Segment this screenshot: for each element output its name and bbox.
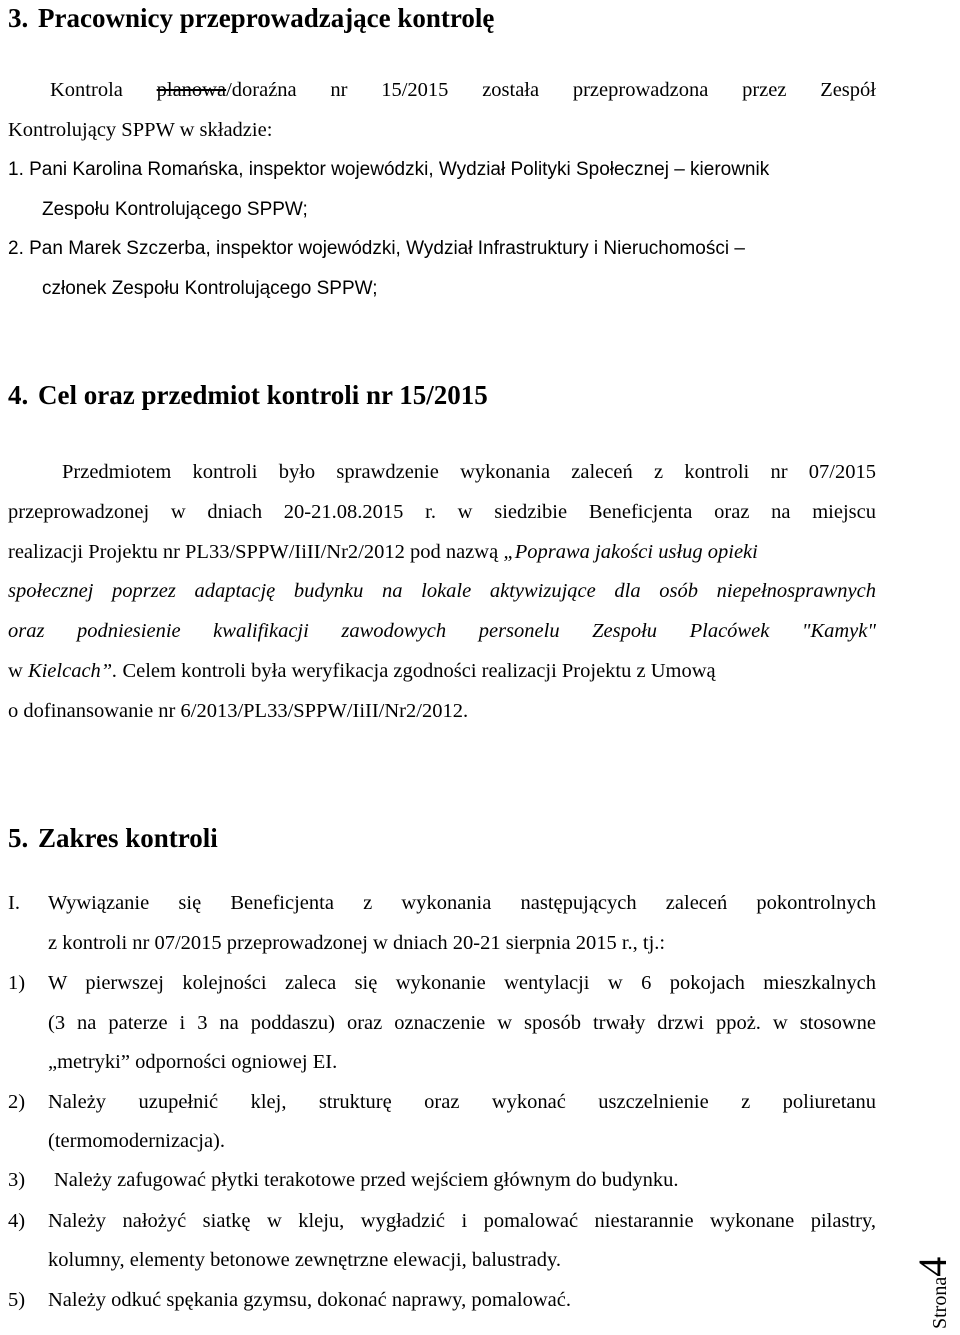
member-2-line-1: 2. Pan Marek Szczerba, inspektor wojewódzki, Wydział Infrastruktury i Nieruchomości – — [8, 238, 745, 259]
section-5-heading — [8, 822, 218, 854]
list-marker: 3) — [8, 1169, 26, 1191]
section-4-heading — [8, 379, 488, 411]
item-I-line-1: Wywiązanie się Beneficjenta z wykonania następujących zaleceń pokontrolnych — [48, 892, 876, 914]
list-item-4-line-2: kolumny, elementy betonowe zewnętrzne elewacji, balustrady. — [48, 1249, 562, 1271]
section-4-line-3 — [8, 539, 876, 565]
text-word: Kontrola — [50, 79, 123, 101]
list-item-2-line-1: Należy uzupełnić klej, strukturę oraz wykonać uszczelnienie z poliuretanu — [48, 1091, 876, 1113]
text-span: Celem kontroli była weryfikacja zgodności realizacji Projektu z Umową — [117, 660, 716, 682]
item-I-line-2: z kontroli nr 07/2015 przeprowadzonej w dniach 20-21 sierpnia 2015 r., tj.: — [48, 932, 666, 954]
section-4-line-5: oraz podniesienie kwalifikacji zawodowych personelu Zespołu Placówek "Kamyk" — [8, 620, 876, 642]
text-span: w — [8, 660, 28, 682]
section-4-line-6 — [8, 658, 876, 684]
section-number: 5. — [8, 823, 29, 853]
list-item-2-line-2: (termomodernizacja). — [48, 1130, 226, 1152]
list-item-1-line-2: (3 na paterze i 3 na poddaszu) oraz oznaczenie w sposób trwały drzwi ppoż. w stosowne — [48, 1012, 876, 1034]
list-item-4-line-1: Należy nałożyć siatkę w kleju, wygładzić i pomalować niestarannie wykonane pilastry, — [48, 1210, 876, 1232]
planowa-doragna — [157, 77, 297, 103]
list-marker: 4) — [8, 1210, 26, 1232]
section-3-intro-line-2: Kontrolujący SPPW w składzie: — [8, 119, 273, 141]
section-number: 4. — [8, 380, 29, 410]
list-item-5-line-1: Należy odkuć spękania gzymsu, dokonać naprawy, pomalować. — [48, 1289, 571, 1311]
section-4-line-2: przeprowadzonej w dniach 20-21.08.2015 r. w siedzibie Beneficjenta oraz na miejscu — [8, 501, 876, 523]
list-marker: 2) — [8, 1091, 26, 1113]
struck-word: planowa — [156, 79, 227, 101]
section-3-intro-line-1 — [50, 77, 876, 103]
page-number: 4 — [910, 1256, 955, 1277]
text-word: 15/2015 — [381, 79, 449, 101]
page-label: Strona — [929, 1276, 951, 1329]
page-marker-text — [909, 1257, 956, 1329]
project-name-end: Kielcach”. — [27, 660, 118, 682]
section-4-line-7: o dofinansowanie nr 6/2013/PL33/SPPW/IiII/Nr2/2012. — [8, 700, 469, 722]
section-4-line-1: Przedmiotem kontroli było sprawdzenie wykonania zaleceń z kontroli nr 07/2015 — [62, 461, 876, 483]
text-word: /doraźna — [226, 79, 297, 101]
section-3-heading — [8, 2, 494, 34]
list-marker: 1) — [8, 972, 26, 994]
member-2-line-2: członek Zespołu Kontrolującego SPPW; — [42, 278, 378, 299]
section-title: Pracownicy przeprowadzające kontrolę — [38, 3, 495, 33]
project-name: „Poprawa jakości usług opieki — [503, 541, 758, 563]
text-word: przez — [742, 79, 787, 101]
list-marker: I. — [8, 892, 20, 914]
section-number: 3. — [8, 3, 29, 33]
section-title: Cel oraz przedmiot kontroli nr 15/2015 — [38, 380, 488, 410]
section-4-line-4: społecznej poprzez adaptację budynku na lokale aktywizujące dla osób niepełnosprawnych — [8, 580, 876, 602]
text-word: Zespół — [820, 79, 876, 101]
text-word: została — [482, 79, 540, 101]
member-1-line-2: Zespołu Kontrolującego SPPW; — [42, 199, 308, 220]
page-marker — [910, 1209, 958, 1329]
text-word: nr — [330, 79, 348, 101]
list-item-3-line-1: Należy zafugować płytki terakotowe przed wejściem głównym do budynku. — [54, 1169, 679, 1191]
text-span: realizacji Projektu nr PL33/SPPW/IiII/Nr2/2012 pod nazwą — [8, 541, 504, 563]
text-word: przeprowadzona — [572, 79, 709, 101]
list-item-1-line-3: „metryki” odporności ogniowej EI. — [48, 1051, 338, 1073]
list-item-1-line-1: W pierwszej kolejności zaleca się wykonanie wentylacji w 6 pokojach mieszkalnych — [48, 972, 876, 994]
member-1-line-1: 1. Pani Karolina Romańska, inspektor wojewódzki, Wydział Polityki Społecznej – kierownik — [8, 159, 770, 180]
section-title: Zakres kontroli — [38, 823, 218, 853]
list-marker: 5) — [8, 1289, 26, 1311]
